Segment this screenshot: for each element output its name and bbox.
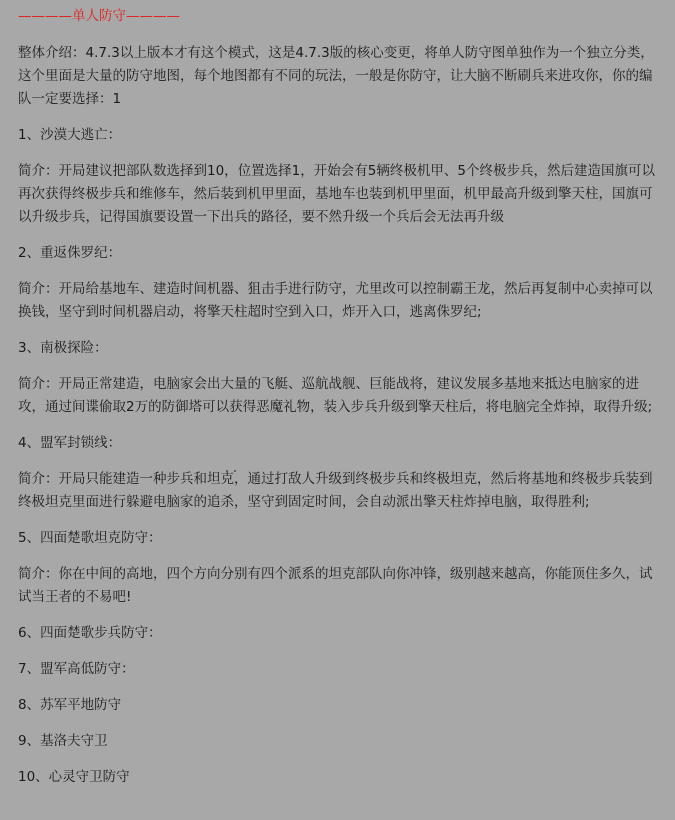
item-9-title: 9、基洛夫守卫 (18, 733, 108, 749)
item-7-title: 7、盟军高低防守： (18, 661, 135, 677)
item-4-description: 简介：开局只能建造一种步兵和坦克，通过打敌人升级到终极步兵和终极坦克，然后将基地和终极步兵装到终极坦克里面进行躲避电脑家的追杀，坚守到固定时间，会自动派出擎天柱炸掉电脑，取得胜利; (18, 471, 653, 510)
item-5-title: 5、四面楚歌坦克防守： (18, 530, 162, 546)
item-5-description: 简介：你在中间的高地，四个方向分别有四个派系的坦克部队向你冲锋，级别越来越高，你能顶住多久，试试当王者的不易吧! (18, 566, 653, 605)
item-3-title: 3、南极探险： (18, 340, 108, 356)
item-3-description: 简介：开局正常建造，电脑家会出大量的飞艇、巡航战舰、巨能战将，建议发展多基地来抵达电脑家的进攻，通过间谍偷取2万的防御塔可以获得恶魔礼物，装入步兵升级到擎天柱后，将电脑完全炸掉，取得升级; (18, 376, 653, 415)
item-4-title: 4、盟军封锁线： (18, 435, 122, 451)
item-8-title: 8、苏军平地防守 (18, 697, 122, 713)
item-1-description: 简介：开局建议把部队数选择到10，位置选择1，开始会有5辆终极机甲、5个终极步兵，然后建造国旗可以再次获得终极步兵和维修车，然后装到机甲里面，基地车也装到机甲里面，机甲最高升级到擎天柱，国旗可以升级步兵，记得国旗要设置一下出兵的路径，要不然升级一个兵后会无法再升级 (18, 163, 655, 225)
intro-paragraph: 整体介绍：4.7.3以上版本才有这个模式，这是4.7.3版的核心变更，将单人防守图单独作为一个独立分类，这个里面是大量的防守地图，每个地图都有不同的玩法，一般是你防守，让大脑不断刷兵来进攻你，你的编队一定要选择：1 (18, 45, 654, 107)
item-6-title: 6、四面楚歌步兵防守： (18, 625, 162, 641)
section-heading: ————单人防守———— (18, 8, 180, 24)
item-2-title: 2、重返侏罗纪： (18, 245, 122, 261)
stray-dots-artifact (226, 470, 238, 472)
item-2-description: 简介：开局给基地车、建造时间机器、狙击手进行防守，尤里改可以控制霸王龙，然后再复制中心卖掉可以换钱，坚守到时间机器启动，将擎天柱超时空到入口，炸开入口，逃离侏罗纪; (18, 281, 653, 320)
item-10-title: 10、心灵守卫防守 (18, 769, 130, 785)
item-1-title: 1、沙漠大逃亡： (18, 127, 122, 143)
